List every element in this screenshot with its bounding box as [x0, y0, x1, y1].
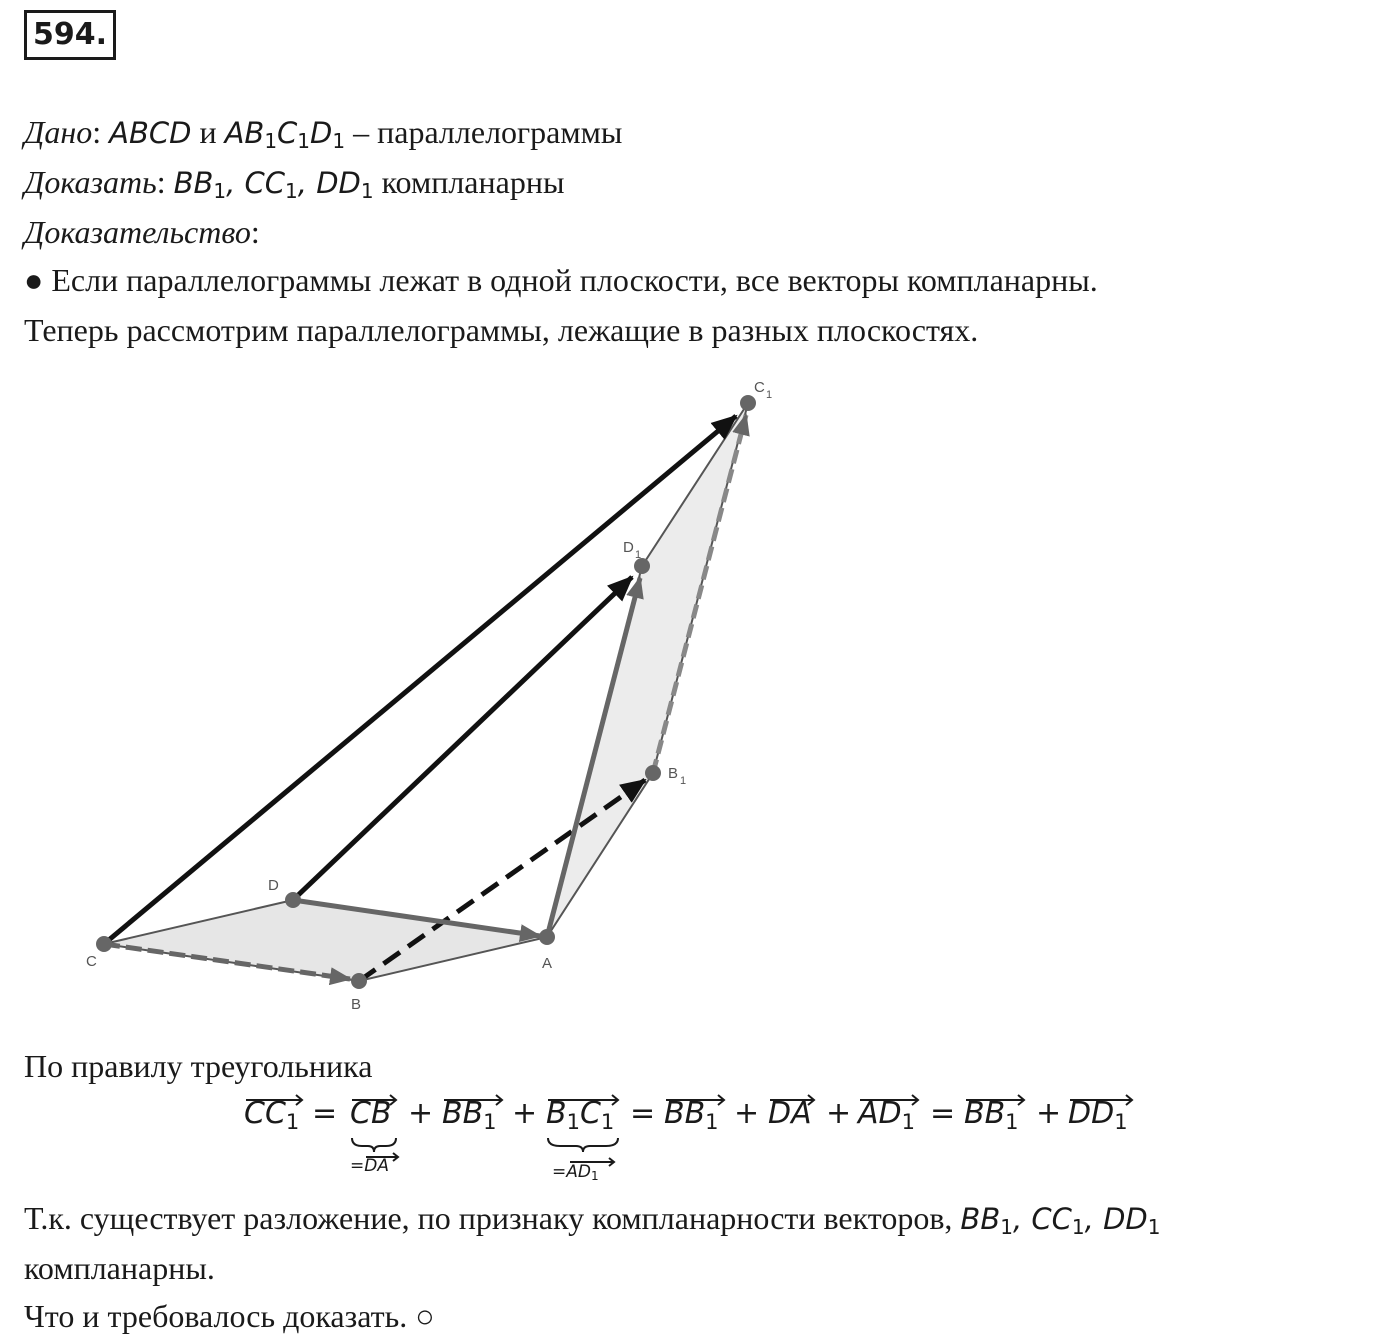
geometry-figure: [0, 360, 900, 1020]
label-d: D: [268, 877, 279, 894]
parallelogram-abcd-fill: [104, 900, 547, 981]
eq-da: DA: [768, 1096, 812, 1131]
point-b1: [645, 765, 661, 781]
label-c1: C: [754, 379, 765, 396]
eq-plus-1: +: [408, 1096, 434, 1131]
vector-equation: [240, 1094, 1160, 1190]
prove-label: Доказать: [24, 164, 157, 200]
conclusion-vectors: $BB_1$, $CC_1$, $DD_1$: [960, 1202, 1161, 1239]
eq-cb: CB: [350, 1096, 392, 1131]
point-c: [96, 936, 112, 952]
eq-b1c1: $B_1C_1$: [546, 1096, 615, 1134]
prove-line: Доказать: $BB_1$, $CC_1$, $DD_1$ компланарны: [24, 164, 565, 203]
label-a: A: [542, 955, 553, 972]
point-d: [285, 892, 301, 908]
given-label: Дано: [24, 114, 93, 150]
eq-bb1: $BB_1$: [442, 1096, 497, 1134]
given-tail: – параллелограммы: [353, 114, 623, 150]
qed-mark: ○: [415, 1298, 435, 1334]
label-b1-sub: 1: [680, 775, 687, 787]
eq-equals-1: =: [312, 1096, 338, 1131]
eq-bb1-2: $BB_1$: [664, 1096, 719, 1134]
brace-note-ad1: $=AD_1$: [552, 1162, 599, 1183]
eq-equals-3: =: [930, 1096, 956, 1131]
eq-plus-4: +: [826, 1096, 852, 1131]
bullet-line: ● Если параллелограммы лежат в одной плоскости, все векторы компланарны.: [24, 262, 1098, 298]
prove-tail: компланарны: [381, 164, 565, 200]
given-line: Дано: ABCD и $AB_1C_1D_1$ – параллелограммы: [24, 114, 623, 153]
eq-plus-3: +: [734, 1096, 760, 1131]
parallelogram-ab1c1d1: $AB_1C_1D_1$: [224, 116, 346, 153]
prove-vectors: $BB_1$, $CC_1$, $DD_1$: [173, 166, 374, 203]
conclusion-line-1: Т.к. существует разложение, по признаку компланарности векторов, $BB_1$, $CC_1$, $DD_1$: [24, 1200, 1161, 1239]
point-a: [539, 929, 555, 945]
eq-bb1-3: $BB_1$: [964, 1096, 1019, 1134]
label-b: B: [351, 996, 362, 1013]
eq-dd1: $DD_1$: [1068, 1096, 1128, 1134]
qed-line: Что и требовалось доказать. ○: [24, 1298, 435, 1334]
label-d1-sub: 1: [635, 549, 642, 561]
parallelogram-ab1c1d1-fill: [547, 403, 748, 937]
point-b: [351, 973, 367, 989]
eq-equals-2: =: [630, 1096, 656, 1131]
eq-plus-2: +: [512, 1096, 538, 1131]
label-b1: B: [668, 765, 679, 782]
proof-label-line: Доказательство:: [24, 214, 260, 250]
proof-label: Доказательство: [24, 214, 251, 250]
eq-cc1: $CC_1$: [244, 1096, 300, 1134]
next-line: Теперь рассмотрим параллелограммы, лежащие в разных плоскостях.: [24, 312, 979, 348]
eq-ad1: $AD_1$: [858, 1096, 915, 1134]
eq-plus-5: +: [1036, 1096, 1062, 1131]
label-c: C: [86, 953, 97, 970]
parallelogram-abcd: ABCD: [109, 116, 192, 150]
conclusion-line-2: компланарны.: [24, 1250, 215, 1286]
triangle-rule-line: По правилу треугольника: [24, 1048, 373, 1084]
label-c1-sub: 1: [766, 389, 773, 401]
problem-number: 594.: [24, 10, 116, 60]
label-d1: D: [623, 539, 634, 556]
brace-note-da: =DA: [350, 1156, 389, 1176]
point-c1: [740, 395, 756, 411]
